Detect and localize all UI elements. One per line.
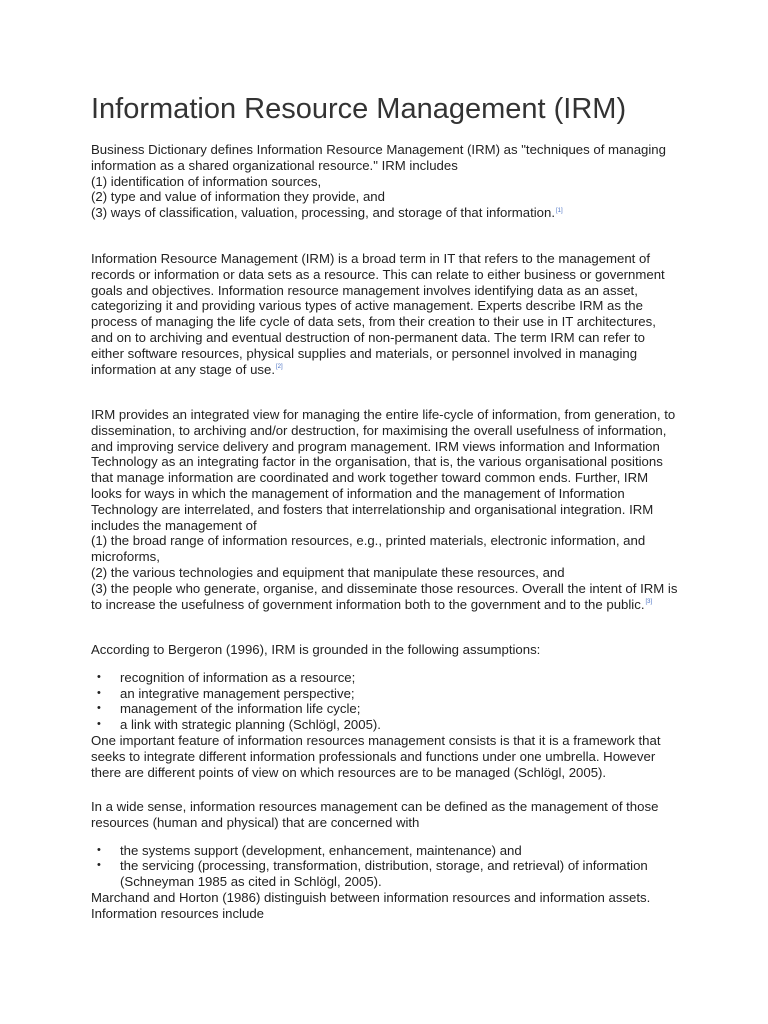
text-line: Information Resource Management (IRM) is a broad term in IT that refers to the management of bbox=[91, 251, 651, 266]
section-wide-sense bbox=[91, 799, 691, 922]
list-item-continuation: (Schneyman 1985 as cited in Schlögl, 2005). bbox=[120, 874, 382, 890]
paragraph-intro: According to Bergeron (1996), IRM is grounded in the following assumptions: bbox=[91, 642, 541, 657]
text-line: seeks to integrate different information professionals and functions under one umbrella. However bbox=[91, 748, 656, 764]
text-line: records or information or data sets as a resource. This can relate to either business or government bbox=[91, 266, 665, 282]
text-line: Technology as an integrating factor in the organisation, that is, the various organisational positions bbox=[91, 454, 663, 470]
text-line: either software resources, physical supplies and materials, or personnel involved in managing bbox=[91, 345, 638, 361]
list-item bbox=[91, 701, 691, 717]
text-line: Technology are interrelated, and fosters that interrelationship and organisational integration. IRM bbox=[91, 501, 654, 517]
list-item bbox=[91, 843, 691, 859]
bullet-icon: • bbox=[97, 718, 101, 731]
text-line: that manage information are coordinated and work together toward common ends. Further, IRM bbox=[91, 470, 649, 486]
spacer bbox=[91, 831, 691, 843]
bullet-icon: • bbox=[97, 686, 101, 699]
text-line: there are different points of view on which resources are to be managed (Schlögl, 2005). bbox=[91, 764, 607, 780]
text-line bbox=[91, 205, 691, 221]
text-line: looks for ways in which the management of information and the management of Information bbox=[91, 485, 625, 501]
text-line: goals and objectives. Information resource management involves identifying data as an asset, bbox=[91, 282, 638, 298]
text-line: (2) type and value of information they provide, and bbox=[91, 189, 385, 205]
text-line: One important feature of information resources management consists is that it is a framework that bbox=[91, 732, 661, 748]
text-line: categorizing it and providing various types of active management. Experts describe IRM as the bbox=[91, 298, 643, 314]
text-line: and on to archiving and eventual destruction of non-permanent data. The term IRM can refer to bbox=[91, 329, 645, 345]
text-line: In a wide sense, information resources management can be defined as the management of those bbox=[91, 799, 659, 814]
text-line: and improving service delivery and program management. IRM views information and Information bbox=[91, 438, 660, 454]
text-line: (1) the broad range of information resources, e.g., printed materials, electronic information, and bbox=[91, 533, 646, 549]
list-item-text: the systems support (development, enhancement, maintenance) and bbox=[120, 842, 522, 858]
text-line bbox=[91, 597, 691, 613]
text-line: Information resources include bbox=[91, 905, 264, 921]
paragraph-irm-definition bbox=[91, 251, 691, 377]
list-item bbox=[91, 670, 691, 686]
text-line: dissemination, to archiving and/or destruction, for maximising the overall usefulness of information, bbox=[91, 422, 667, 438]
list-item-text: the servicing (processing, transformation, distribution, storage, and retrieval) of information bbox=[120, 858, 648, 874]
text-line: Business Dictionary defines Information Resource Management (IRM) as "techniques of managing bbox=[91, 142, 666, 157]
page-title: Information Resource Management (IRM) bbox=[91, 93, 627, 125]
resources-list bbox=[91, 843, 691, 890]
footnote-ref-1[interactable]: [1] bbox=[556, 207, 563, 214]
assumptions-list bbox=[91, 670, 691, 733]
text-line-content: information at any stage of use. bbox=[91, 361, 276, 377]
list-item bbox=[91, 717, 691, 733]
paragraph-business-dictionary bbox=[91, 142, 691, 221]
text-line bbox=[91, 362, 691, 378]
bullet-icon: • bbox=[97, 843, 101, 856]
text-line: resources (human and physical) that are concerned with bbox=[91, 814, 420, 830]
text-line: (1) identification of information sources, bbox=[91, 173, 322, 189]
text-line: (2) the various technologies and equipment that manipulate these resources, and bbox=[91, 564, 565, 580]
list-item-text: an integrative management perspective; bbox=[120, 685, 355, 701]
bullet-icon: • bbox=[97, 670, 101, 683]
footnote-ref-2[interactable]: [2] bbox=[276, 364, 283, 371]
list-item bbox=[91, 686, 691, 702]
text-line: microforms, bbox=[91, 549, 160, 565]
text-line: IRM provides an integrated view for managing the entire life-cycle of information, from generation, to bbox=[91, 407, 676, 422]
list-item-text: recognition of information as a resource; bbox=[120, 669, 356, 685]
spacer bbox=[91, 658, 691, 670]
text-line: Marchand and Horton (1986) distinguish between information resources and information assets. bbox=[91, 889, 651, 905]
text-line: (3) the people who generate, organise, and disseminate those resources. Overall the intent of IRM is bbox=[91, 580, 678, 596]
section-bergeron-assumptions bbox=[91, 642, 691, 780]
text-line-content: (3) ways of classification, valuation, processing, and storage of that information. bbox=[91, 205, 555, 221]
list-item bbox=[91, 858, 691, 890]
bullet-icon: • bbox=[97, 859, 101, 872]
list-item-text: management of the information life cycle; bbox=[120, 701, 361, 717]
text-line-content: to increase the usefulness of government information both to the government and to the public. bbox=[91, 596, 645, 612]
paragraph-integrated-view bbox=[91, 407, 691, 612]
text-line: includes the management of bbox=[91, 517, 257, 533]
text-line: information as a shared organizational resource." IRM includes bbox=[91, 157, 458, 173]
bullet-icon: • bbox=[97, 702, 101, 715]
text-line: process of managing the life cycle of data sets, from their creation to their use in IT architectures, bbox=[91, 314, 656, 330]
list-item-text: a link with strategic planning (Schlögl, 2005). bbox=[120, 717, 381, 733]
footnote-ref-3[interactable]: [3] bbox=[645, 599, 653, 606]
